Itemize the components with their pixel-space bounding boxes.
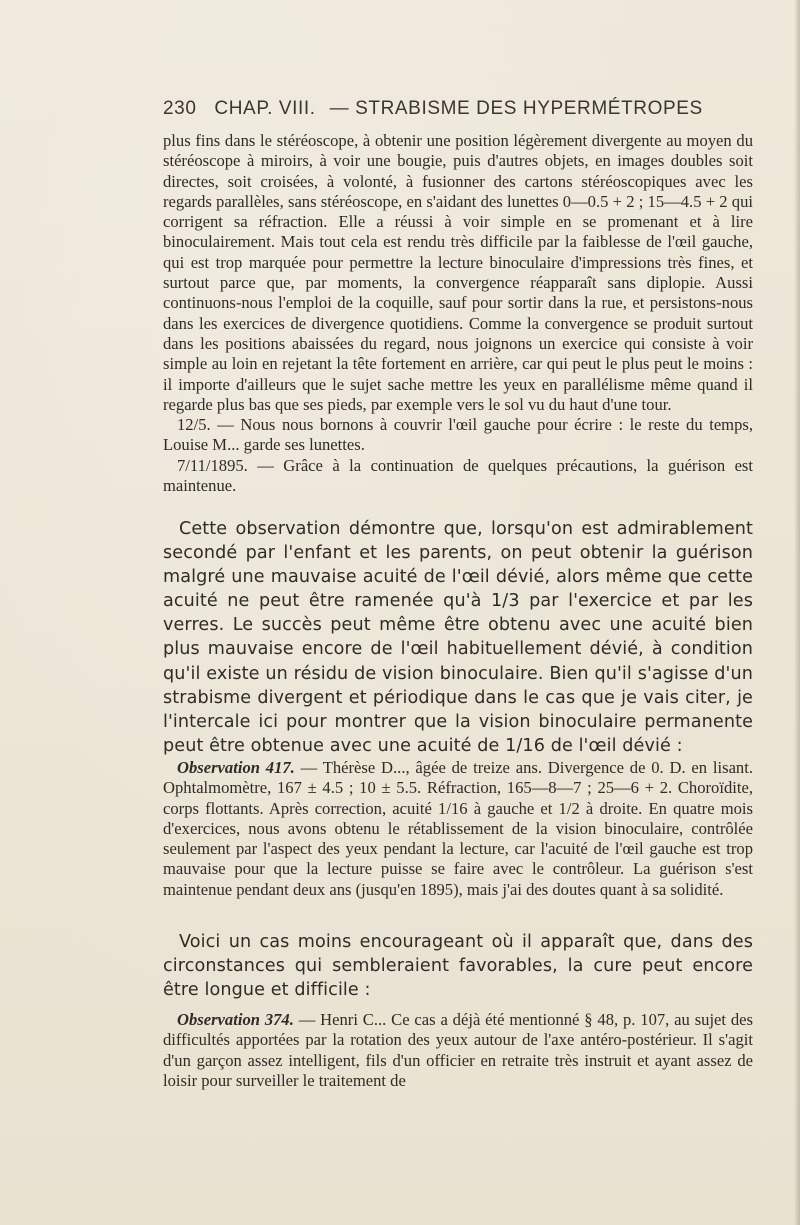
chapter-label: CHAP. VIII.	[214, 98, 316, 119]
paragraph-dated-entry-1: 12/5. — Nous nous bornons à couvrir l'œil gauche pour écrire : le reste du temps, Louise M... garde ses lunettes.	[163, 415, 753, 455]
observation-374	[163, 1010, 753, 1091]
transition-block	[163, 930, 753, 1002]
commentary-paragraph: Cette observation démontre que, lorsqu'on est admirablement secondé par l'enfant et les parents, on peut obtenir la guérison malgré une mauvaise acuité de l'œil dévié, alors même que cette acuité ne peut être ramenée qu'à 1/3 par l'exercice et par les verres. Le succès peut même être obtenu avec une acuité bien plus mauvaise encore de l'œil habituellement dévié, à condition qu'il existe un résidu de vision binoculaire. Bien qu'il s'agisse d'un strabisme divergent et périodique dans le cas que je vais citer, je l'intercale ici pour montrer que la vision binoculaire permanente peut être obtenue avec une acuité de 1/16 de l'œil dévié :	[163, 519, 753, 756]
transition-paragraph: Voici un cas moins encourageant où il apparaît que, dans des circonstances qui sembleraient favorables, la cure peut encore être longue et difficile :	[163, 932, 753, 1001]
header-dash: —	[329, 98, 350, 119]
paragraph-dated-entry-2: 7/11/1895. — Grâce à la continuation de quelques précautions, la guérison est maintenue.	[163, 455, 753, 496]
observation-text: — Henri C... Ce cas a déjà été mentionné § 48, p. 107, au sujet des difficultés apportées par la rotation des yeux autour de l'axe antéro-postérieur. Il s'agit d'un garçon assez intelligent, fils d'un officier en retraite très instruit et ayant assez de loisir pour surveiller le traitement de	[163, 1010, 753, 1090]
page-number: 230	[163, 98, 197, 119]
observation-title: Observation 417.	[177, 758, 295, 777]
observation-title: Observation 374.	[177, 1010, 294, 1029]
paragraph-continuation: plus fins dans le stéréoscope, à obtenir une position légèrement divergente au moyen du stéréoscope à miroirs, à voir une bougie, puis d'autres objets, en images doubles soit directes, soit croisées, à volonté, à fusionner des cartons stéréoscopiques avec les regards parallèles, sans stéréoscope, en s'aidant des lunettes 0—0.5 + 2 ; 15—4.5 + 2 qui corrigent sa réfraction. Elle a réussi à voir simple en se promenant et à lire binoculairement. Mais tout cela est rendu très difficile par la faiblesse de l'œil gauche, qui est trop marquée pour permettre la lecture binoculaire d'impressions très fines, et surtout parce que, par moments, la convergence réapparaît sans diplopie. Aussi continuons-nous l'emploi de la coquille, sauf pour sortir dans la rue, et persistons-nous dans les exercices de divergence quotidiens. Comme la convergence se produit surtout dans les positions abaissées du regard, nous joignons un exercice qui consiste à voir simple au loin en rejetant la tête fortement en arrière, car qui peut le plus peut le moins : il importe d'ailleurs que le sujet sache mettre les yeux en parallélisme même quand il regarde plus bas que ses pieds, par exemple vers le sol vu du haut d'une tour.	[163, 131, 753, 414]
page-edge-shadow	[794, 0, 800, 1225]
observation-417	[163, 758, 753, 900]
running-header	[163, 98, 755, 120]
observation-text: — Thérèse D..., âgée de treize ans. Divergence de 0. D. en lisant. Ophtalmomètre, 167 ± 4.5 ; 10 ± 5.5. Réfraction, 165—8—7 ; 25—6 + 2. Choroïdite, corps flottants. Après correction, acuité 1/16 à gauche et 1/2 à droite. En quatre mois d'exercices, nous avons obtenu le rétablissement de la vision binoculaire, contrôlée seulement par l'aspect des yeux pendant la lecture, car l'acuité de l'œil gauche est trop mauvaise pour que la lecture puisse se faire avec le contrôleur. La guérison s'est maintenue pendant deux ans (jusqu'en 1895), mais j'ai des doutes quant à sa solidité.	[163, 758, 753, 899]
commentary-block	[163, 517, 753, 758]
chapter-title: STRABISME DES HYPERMÉTROPES	[355, 98, 703, 119]
continued-observation-text	[163, 131, 753, 496]
